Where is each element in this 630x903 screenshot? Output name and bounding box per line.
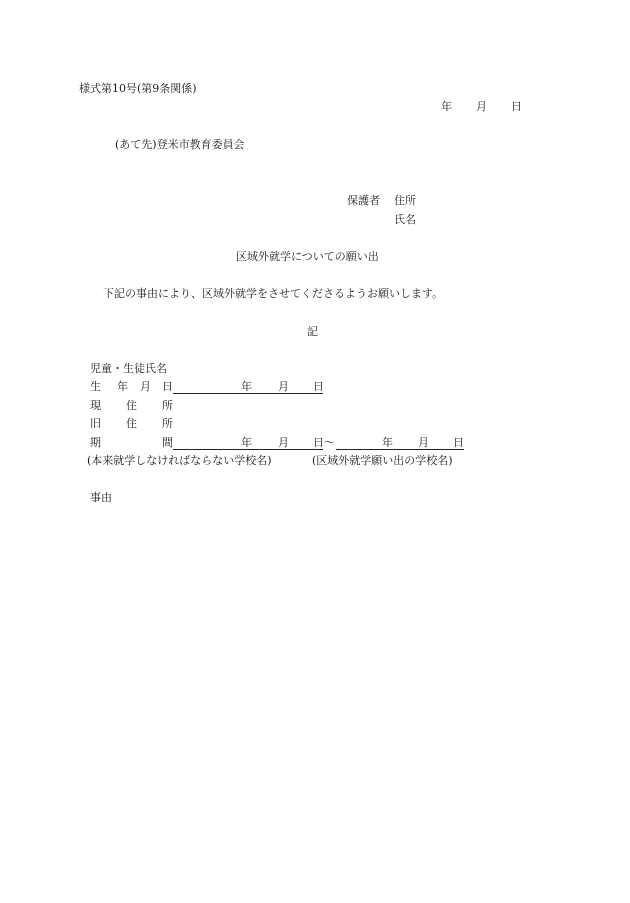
period-start-year: 年 — [241, 436, 252, 449]
birth-label-2: 年 — [117, 380, 128, 393]
former-address-label-3: 所 — [162, 417, 173, 430]
birth-label-4: 日 — [162, 380, 173, 393]
former-address-label-1: 旧 — [90, 417, 101, 430]
request-sentence: 下記の事由により、区域外就学をさせてくださるようお願いします。 — [103, 287, 444, 300]
student-name-label: 児童・生徒氏名 — [90, 362, 167, 375]
birth-label-3: 月 — [140, 380, 151, 393]
guardian-name-label: 氏名 — [394, 213, 416, 226]
birth-label-1: 生 — [90, 380, 101, 393]
period-end-day: 日 — [453, 436, 464, 449]
current-address-label-2: 住 — [126, 399, 137, 412]
date-month: 月 — [476, 100, 487, 113]
period-start-day: 日 — [313, 436, 324, 449]
birth-day: 日 — [313, 380, 324, 393]
period-label-1: 期 — [90, 436, 101, 449]
period-label-2: 間 — [162, 436, 173, 449]
period-start-month: 月 — [278, 436, 289, 449]
reason-label: 事由 — [90, 491, 112, 504]
birth-year: 年 — [241, 380, 252, 393]
requested-school-label: (区域外就学願い出の学校名) — [312, 454, 453, 467]
former-address-label-2: 住 — [126, 417, 137, 430]
addressee: (あて先)登米市教育委員会 — [115, 138, 245, 151]
guardian-address-label: 住所 — [394, 194, 416, 207]
period-end-month: 月 — [418, 436, 429, 449]
document-title: 区域外就学についての願い出 — [236, 250, 379, 263]
period-end-year: 年 — [382, 436, 393, 449]
form-number: 様式第10号(第9条関係) — [79, 82, 197, 95]
original-school-label: (本来就学しなければならない学校名) — [87, 454, 272, 467]
current-address-label-3: 所 — [162, 399, 173, 412]
birth-month: 月 — [278, 380, 289, 393]
ki-heading: 記 — [307, 325, 318, 338]
date-day: 日 — [511, 100, 522, 113]
guardian-label: 保護者 — [347, 194, 380, 207]
current-address-label-1: 現 — [90, 399, 101, 412]
period-tilde: 〜 — [324, 436, 335, 449]
date-year: 年 — [441, 100, 452, 113]
period-end-field — [336, 436, 464, 450]
